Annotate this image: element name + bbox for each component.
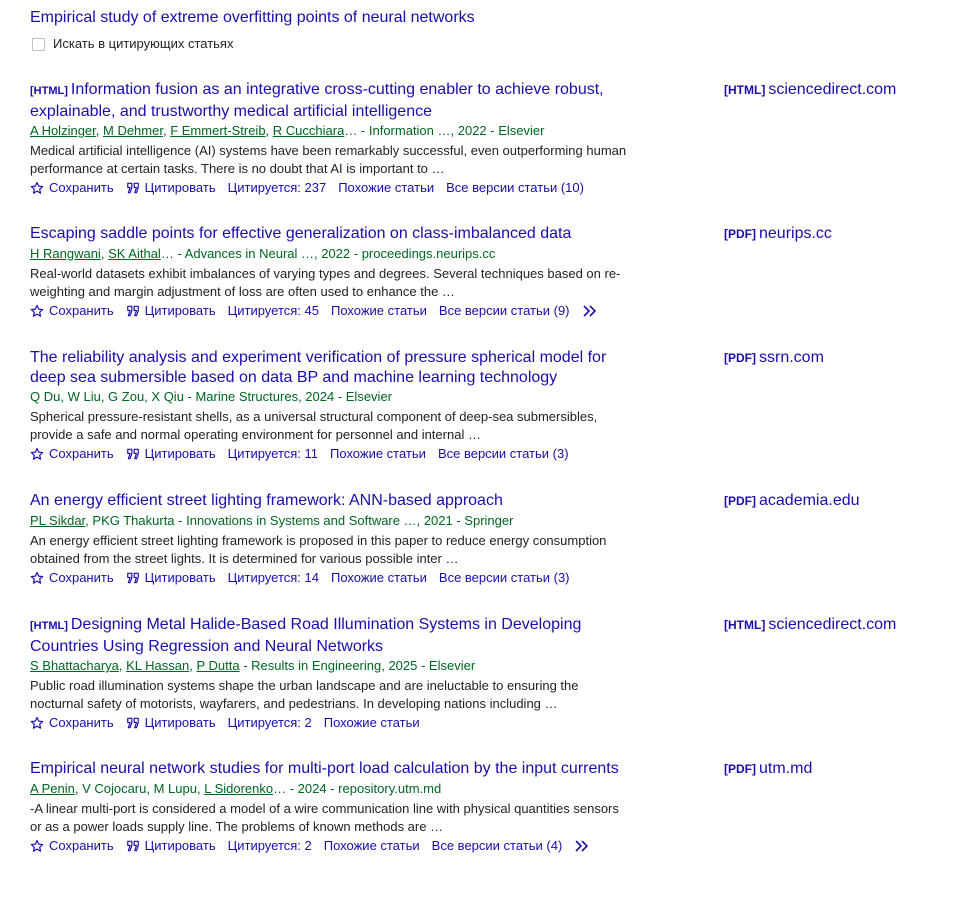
author-line: H Rangwani, SK Aithal… - Advances in Neural …, 2022 - proceedings.neurips.cc (30, 245, 496, 261)
search-within-checkbox[interactable] (32, 38, 45, 51)
cite-button[interactable] (126, 837, 216, 855)
save-label: Сохранить (49, 446, 114, 461)
result-snippet: Real-world datasets exhibit imbalances of varying types and degrees. Several techniques based on re-weighting and margin adjustment of loss are often used to enhance the … (30, 265, 621, 299)
search-result (30, 759, 930, 855)
result-title-link[interactable] (30, 615, 645, 656)
author-name: V Cojocaru (82, 780, 147, 796)
result-title-link[interactable] (30, 80, 645, 121)
cite-button[interactable] (126, 445, 216, 463)
result-title: Empirical neural network studies for multi-port load calculation by the input currents (30, 760, 619, 777)
quote-icon (126, 572, 140, 584)
side-domain: neurips.cc (759, 225, 832, 242)
quote-icon (126, 840, 140, 852)
cited-by-link[interactable]: Цитируется: 45 (227, 302, 319, 318)
more-actions-icon[interactable] (582, 305, 598, 317)
side-format-tag: [PDF] (724, 351, 756, 365)
result-title-link[interactable] (30, 348, 645, 387)
side-fulltext-link[interactable] (724, 80, 896, 100)
cite-button[interactable] (126, 179, 216, 197)
result-actions (30, 714, 645, 732)
all-versions-link[interactable]: Все версии статьи (9) (438, 302, 570, 318)
result-main (30, 491, 645, 587)
save-label: Сохранить (49, 569, 114, 585)
cited-by-link[interactable]: Цитируется: 14 (227, 569, 319, 585)
result-snippet: Public road illumination systems shape the urban landscape and are ineluctable to ensuring the nocturnal safety of motorists, wayfarers, and pedestrians. In developing nations including … (30, 678, 579, 711)
side-fulltext-link[interactable] (724, 348, 824, 368)
cite-label: Цитировать (144, 569, 216, 585)
author-name[interactable]: P Dutta (196, 658, 240, 673)
author-line: PL Sikdar, PKG Thakurta - Innovations in Systems and Software …, 2021 - Springer (30, 512, 514, 528)
author-name: PKG Thakurta (92, 512, 175, 528)
cited-by-link[interactable]: Цитируется: 11 (227, 446, 319, 461)
cite-button[interactable] (126, 714, 216, 732)
star-icon (30, 304, 44, 318)
cited-by-link[interactable]: Цитируется: 2 (227, 715, 312, 730)
all-versions-link[interactable]: Все версии статьи (4) (431, 837, 563, 853)
author-name: Q Du (30, 389, 61, 404)
result-snippet: An energy efficient street lighting framework is proposed in this paper to reduce energy consumption obtained from the street lights. It is determined for various possible inter … (30, 532, 607, 566)
result-main (30, 224, 645, 320)
result-main (30, 348, 645, 463)
side-fulltext-link[interactable] (724, 491, 860, 511)
result-title: Escaping saddle points for effective generalization on class-imbalanced data (30, 225, 572, 242)
publication-source: - Results in Engineering, 2025 - Elsevier (239, 658, 476, 673)
side-format-tag: [PDF] (724, 762, 756, 776)
result-snippet: -A linear multi-port is considered a model of a wire communication line with physical quantities sensors or as a power loads supply line. The problems of known methods are … (30, 800, 619, 834)
result-title: Information fusion as an integrative cross-cutting enabler to achieve robust, explainable, and trustworthy medical artificial intelligence (30, 81, 604, 120)
search-within-citing[interactable] (32, 36, 233, 52)
result-title: Designing Metal Halide-Based Road Illumination Systems in Developing Countries Using Regression and Neural Networks (30, 616, 582, 655)
side-domain: academia.edu (759, 492, 860, 509)
cite-label: Цитировать (144, 715, 216, 730)
result-actions (30, 302, 645, 320)
search-within-label: Искать в цитирующих статьях (53, 36, 234, 51)
save-label: Сохранить (49, 302, 114, 318)
save-button[interactable] (30, 179, 114, 197)
result-snippet: Medical artificial intelligence (AI) systems have been remarkably successful, even outperforming human performance at certain tasks. There is no doubt that AI is important to … (30, 143, 627, 176)
publication-source: - Marine Structures, 2024 - Elsevier (183, 389, 392, 404)
publication-source: - Innovations in Systems and Software …, 2021 - Springer (174, 512, 514, 528)
side-fulltext-link[interactable] (724, 615, 896, 635)
related-articles-link[interactable]: Похожие статьи (330, 569, 427, 585)
save-button[interactable] (30, 837, 114, 855)
cite-label: Цитировать (144, 837, 216, 853)
side-domain: utm.md (759, 760, 813, 777)
side-fulltext-link[interactable] (724, 224, 832, 244)
all-versions-link[interactable]: Все версии статьи (3) (438, 569, 570, 585)
save-label: Сохранить (49, 837, 114, 853)
all-versions-link[interactable]: Все версии статьи (3) (437, 446, 569, 461)
side-format-tag: [HTML] (724, 83, 766, 97)
search-result (30, 615, 930, 732)
author-name[interactable]: S Bhattacharya (30, 658, 119, 673)
author-name[interactable]: KL Hassan (126, 658, 190, 673)
side-domain: sciencedirect.com (768, 616, 897, 633)
save-button[interactable] (30, 445, 114, 463)
publication-source: … - Information …, 2022 - Elsevier (344, 123, 545, 138)
author-name[interactable]: L Sidorenko (204, 780, 274, 796)
result-actions (30, 445, 645, 463)
search-result (30, 491, 930, 587)
cite-label: Цитировать (144, 180, 216, 195)
result-title-link[interactable] (30, 224, 645, 244)
author-name[interactable]: M Dehmer (103, 123, 163, 138)
author-name[interactable]: R Cucchiara (272, 123, 345, 138)
save-button[interactable] (30, 302, 114, 320)
side-format-tag: [HTML] (724, 618, 766, 632)
related-articles-link[interactable]: Похожие статьи (323, 837, 420, 853)
search-result (30, 224, 930, 320)
author-name[interactable]: SK Aithal (108, 245, 161, 261)
cite-button[interactable] (126, 302, 216, 320)
side-domain: ssrn.com (759, 349, 824, 366)
star-icon (30, 571, 44, 585)
result-actions (30, 837, 645, 855)
result-main (30, 759, 645, 855)
cite-button[interactable] (126, 569, 216, 587)
author-line: A Holzinger, M Dehmer, F Emmert-Streib, R Cucchiara… - Information …, 2022 - Elsevier (30, 123, 545, 138)
quote-icon (126, 448, 140, 460)
author-line: S Bhattacharya, KL Hassan, P Dutta - Results in Engineering, 2025 - Elsevier (30, 658, 476, 673)
author-name: X Qiu (151, 389, 184, 404)
author-name: G Zou (108, 389, 145, 404)
author-name: M Lupu (153, 780, 197, 796)
format-tag: [HTML] (30, 620, 68, 632)
format-tag: [HTML] (30, 85, 68, 97)
author-line: Q Du, W Liu, G Zou, X Qiu - Marine Structures, 2024 - Elsevier (30, 389, 392, 404)
star-icon (30, 716, 44, 730)
save-label: Сохранить (49, 180, 114, 195)
author-name[interactable]: A Holzinger (30, 123, 96, 138)
publication-source: … - 2024 - repository.utm.md (273, 780, 442, 796)
related-articles-link[interactable]: Похожие статьи (330, 446, 426, 461)
result-title-link[interactable] (30, 491, 645, 511)
related-articles-link[interactable]: Похожие статьи (330, 302, 427, 318)
author-name[interactable]: H Rangwani (30, 245, 101, 261)
cited-by-link[interactable]: Цитируется: 2 (227, 837, 312, 853)
publication-source: … - Advances in Neural …, 2022 - proceedings.neurips.cc (160, 245, 496, 261)
search-result (30, 80, 930, 197)
star-icon (30, 839, 44, 853)
result-main (30, 615, 645, 732)
side-format-tag: [PDF] (724, 494, 756, 508)
cited-by-link[interactable]: Цитируется: 237 (227, 180, 327, 195)
side-fulltext-link[interactable] (724, 759, 812, 779)
result-actions (30, 569, 645, 587)
more-actions-icon[interactable] (574, 840, 590, 852)
search-result (30, 348, 930, 463)
result-title-link[interactable] (30, 759, 645, 779)
cited-article-title[interactable]: Empirical study of extreme overfitting points of neural networks (30, 9, 475, 26)
result-title: The reliability analysis and experiment verification of pressure spherical model for deep sea submersible based on data BP and machine learning technology (30, 349, 607, 386)
author-line: A Penin, V Cojocaru, M Lupu, L Sidorenko… - 2024 - repository.utm.md (30, 780, 442, 796)
cite-label: Цитировать (144, 302, 216, 318)
quote-icon (126, 305, 140, 317)
cite-label: Цитировать (144, 446, 216, 461)
star-icon (30, 181, 44, 195)
save-button[interactable] (30, 714, 114, 732)
result-main (30, 80, 645, 197)
all-versions-link[interactable]: Все версии статьи (10) (446, 180, 584, 195)
save-label: Сохранить (49, 715, 114, 730)
side-domain: sciencedirect.com (768, 81, 897, 98)
result-title: An energy efficient street lighting framework: ANN-based approach (30, 492, 503, 509)
save-button[interactable] (30, 569, 114, 587)
quote-icon (126, 182, 140, 194)
author-name[interactable]: A Penin (30, 780, 75, 796)
star-icon (30, 447, 44, 461)
result-snippet: Spherical pressure-resistant shells, as a universal structural component of deep-sea submersibles, provide a safe and normal operating environment for personnel and internal … (30, 409, 598, 442)
author-name[interactable]: PL Sikdar (30, 512, 86, 528)
side-format-tag: [PDF] (724, 227, 756, 241)
author-name: W Liu (67, 389, 101, 404)
related-articles-link[interactable]: Похожие статьи (338, 180, 435, 195)
related-articles-link[interactable]: Похожие статьи (323, 715, 420, 730)
author-name[interactable]: F Emmert-Streib (170, 123, 266, 138)
result-actions (30, 179, 645, 197)
quote-icon (126, 717, 140, 729)
